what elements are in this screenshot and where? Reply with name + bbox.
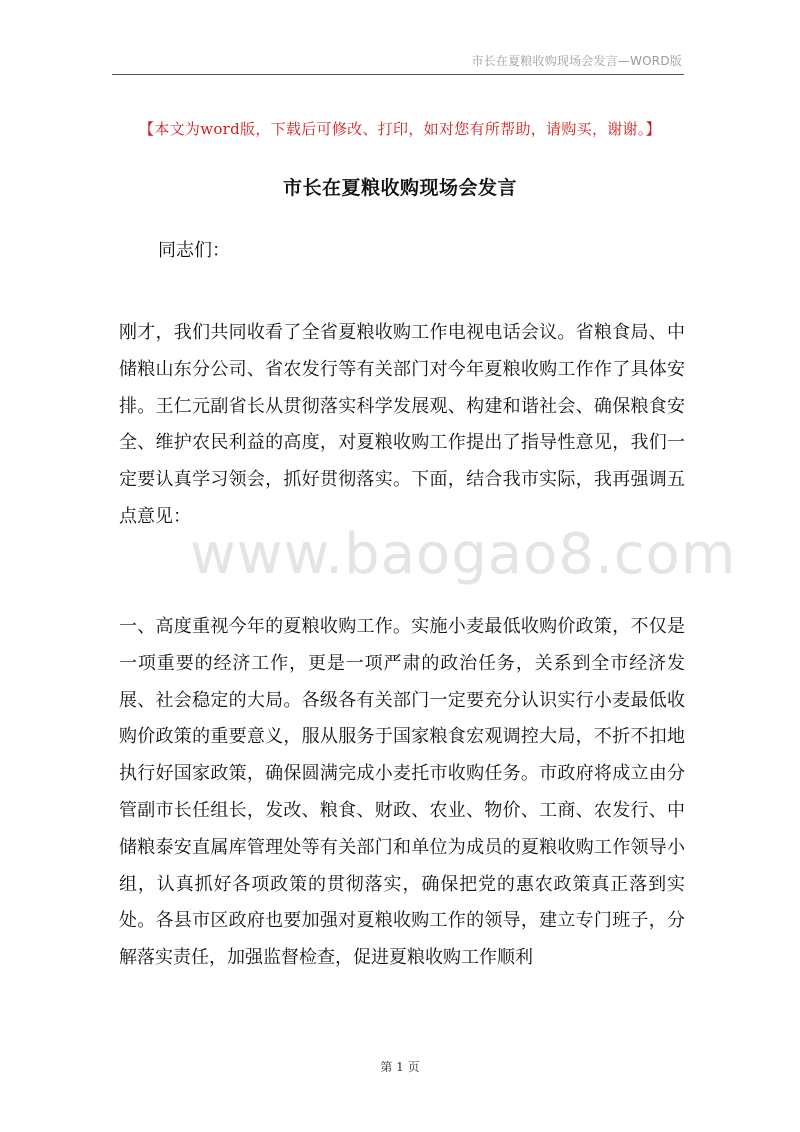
watermark: www.baogao8.com xyxy=(190,522,737,587)
header-divider xyxy=(112,74,684,75)
greeting: 同志们： xyxy=(158,240,230,261)
paragraph-intro: 刚才，我们共同收看了全省夏粮收购工作电视电话会议。省粮食局、中储粮山东分公司、省农发行等有关部门对今年夏粮收购工作作了具体安排。王仁元副省长从贯彻落实科学发展观、构建和谐社会、确保粮食安全、维护农民利益的高度，对夏粮收购工作提出了指导性意见，我们一定要认真学习领会，抓好贯彻落实。下面，结合我市实际，我再强调五点意见： xyxy=(119,322,685,527)
running-header: 市长在夏粮收购现场会发言—WORD版 xyxy=(471,54,682,68)
document-title: 市长在夏粮收购现场会发言 xyxy=(282,177,517,199)
download-notice: 【本文为word版，下载后可修改、打印，如对您有所帮助，请购买，谢谢。】 xyxy=(139,120,661,138)
page-number: 第 1 页 xyxy=(380,1060,420,1074)
paragraph-point-one: 一、高度重视今年的夏粮收购工作。实施小麦最低收购价政策，不仅是一项重要的经济工作，更是一项严肃的政治任务，关系到全市经济发展、社会稳定的大局。各级各有关部门一定要充分认识实行小麦最低收购价政策的重要意义，服从服务于国家粮食宏观调控大局，不折不扣地执行好国家政策，确保圆满完成小麦托市收购任务。市政府将成立由分管副市长任组长，发改、粮食、财政、农业、物价、工商、农发行、中储粮泰安直属库管理处等有关部门和单位为成员的夏粮收购工作领导小组，认真抓好各项政策的贯彻落实，确保把党的惠农政策真正落到实处。各县市区政府也要加强对夏粮收购工作的领导，建立专门班子，分解落实责任，加强监督检查，促进夏粮收购工作顺利 xyxy=(119,616,685,969)
